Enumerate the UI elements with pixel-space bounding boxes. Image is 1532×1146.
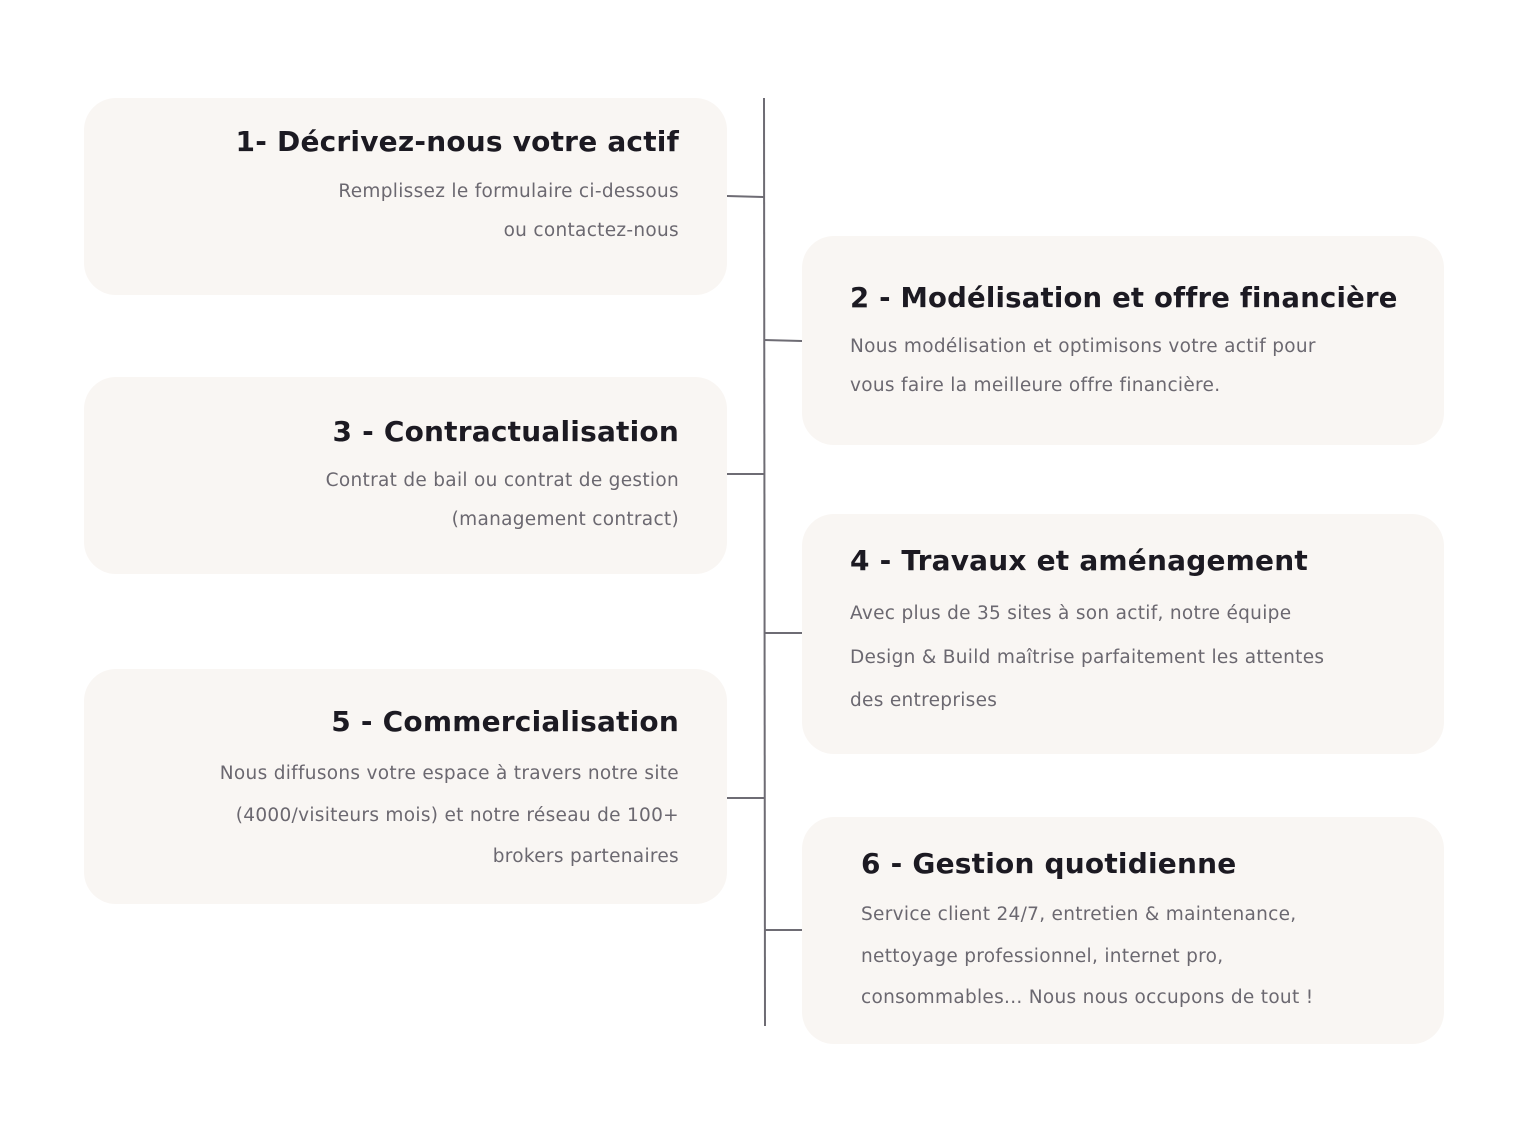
step-description-line: Nous diffusons votre espace à travers notre site [219,763,679,784]
connector-step-1 [727,196,764,197]
timeline-spine [764,98,765,1026]
step-description [124,753,679,878]
step-description-line: Remplissez le formulaire ci-dessous [338,181,679,202]
step-description-line: Avec plus de 35 sites à son actif, notre équipe [850,603,1292,624]
step-description-line: (4000/visiteurs mois) et notre réseau de 100+ [235,804,679,826]
step-description-line: des entreprises [850,690,998,711]
step-description [850,327,1404,405]
step-title: 3 - Contractualisation [332,415,679,448]
step-description-line: brokers partenaires [492,846,679,867]
step-description-line: Nous modélisation et optimisons votre actif pour [850,336,1316,357]
step-description-line: Design & Build maîtrise parfaitement les attentes [850,646,1325,668]
step-description-line: (management contract) [451,509,679,530]
step-description-line: Contrat de bail ou contrat de gestion [325,470,679,491]
step-description [861,894,1404,1019]
step-description-line: ou contactez-nous [503,220,679,241]
step-description-line: vous faire la meilleure offre financière. [850,375,1221,396]
step-title: 2 - Modélisation et offre financière [850,282,1398,314]
step-card-5 [84,669,727,904]
step-title: 5 - Commercialisation [331,705,679,738]
step-title: 1- Décrivez-nous votre actif [235,125,679,158]
step-title: 6 - Gestion quotidienne [861,847,1237,880]
step-card-6 [802,817,1444,1044]
step-description-line: nettoyage professionnel, internet pro, [861,945,1224,967]
step-title: 4 - Travaux et aménagement [850,544,1308,577]
step-description [124,172,679,250]
step-card-4 [802,514,1444,754]
step-description [124,461,679,539]
step-description-line: Service client 24/7, entretien & maintenance, [861,904,1297,925]
step-description [850,592,1404,723]
step-card-1 [84,98,727,295]
step-card-2 [802,236,1444,445]
step-description-line: consommables... Nous nous occupons de tout ! [861,987,1314,1008]
connector-step-2 [764,340,802,341]
step-card-3 [84,377,727,574]
